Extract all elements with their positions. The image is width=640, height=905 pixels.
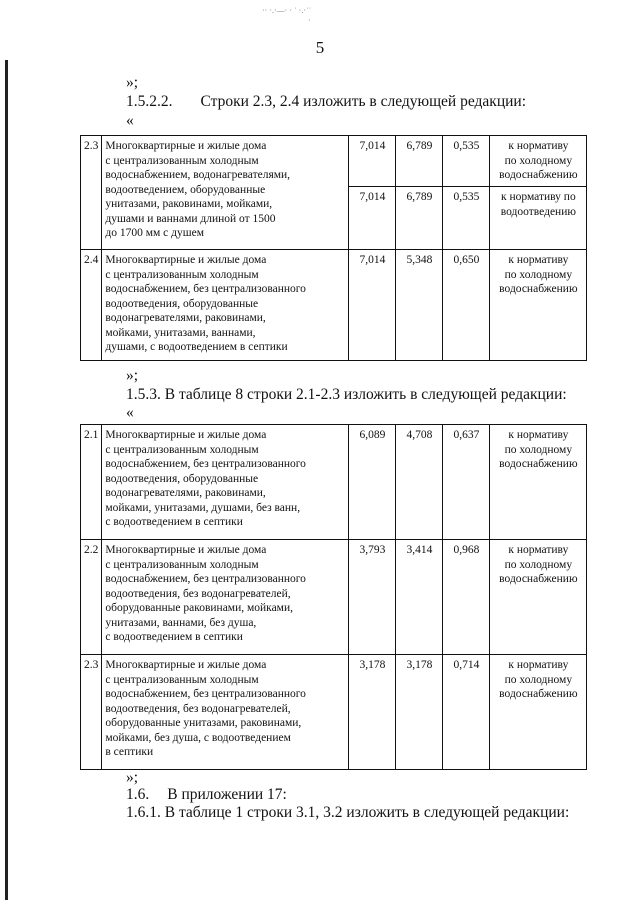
text-line: до 1700 мм с душем xyxy=(105,227,204,239)
text-line: к нормативу xyxy=(508,659,569,671)
value-cell: 7,014 xyxy=(349,187,396,250)
row-description xyxy=(102,136,349,250)
text-line: с централизованным холодным xyxy=(105,443,259,456)
quote-close: »; xyxy=(126,367,139,384)
quote-close: »; xyxy=(126,74,139,91)
text-line: с централизованным холодным xyxy=(105,673,259,686)
value-cell: 0,714 xyxy=(443,655,490,770)
table-row xyxy=(81,425,587,540)
text-line: водоотведения, оборудованные xyxy=(105,472,259,485)
text-line: к нормативу xyxy=(508,429,569,441)
text-line: с централизованным холодным xyxy=(105,154,259,167)
text-line: водоотведения, без водонагревателей, xyxy=(105,587,291,600)
table-row xyxy=(81,655,587,770)
text-line: Многоквартирные и жилые дома xyxy=(105,659,267,671)
text-line: водоснабжением, водонагревателями, xyxy=(105,169,291,181)
text-line: водоснабжению xyxy=(499,458,578,470)
basis-cell xyxy=(490,187,587,250)
text-line: унитазами, ваннами, без душа, xyxy=(105,616,257,629)
text-line: Многоквартирные и жилые дома xyxy=(105,254,267,266)
scan-noise: ·· ·.·—· · ˙ ·.·˙˙ xyxy=(262,6,312,15)
text-line: водоснабжению xyxy=(499,283,578,295)
text-line: по холодному xyxy=(504,558,573,571)
page-number: 5 xyxy=(315,38,325,57)
row-description xyxy=(102,655,349,770)
row-description xyxy=(102,250,349,361)
text-line: водоснабжению xyxy=(499,688,578,700)
row-code: 2.3 xyxy=(81,655,102,770)
table-rows-2-3-2-4 xyxy=(80,135,587,361)
value-cell: 7,014 xyxy=(349,250,396,361)
value-cell: 6,789 xyxy=(396,187,443,250)
text-line: душами и ваннами длиной от 1500 xyxy=(105,212,276,225)
text-line: оборудованные раковинами, мойками, xyxy=(105,602,293,614)
row-code: 2.3 xyxy=(81,136,102,250)
section-heading-1-5-3: 1.5.3. В таблице 8 строки 2.1-2.3 изложить в следующей редакции: xyxy=(126,386,567,403)
text-line: водоснабжением, без централизованного xyxy=(105,458,306,470)
basis-cell xyxy=(490,250,587,361)
text-line: Многоквартирные и жилые дома xyxy=(105,140,267,152)
text-line: водонагревателями, раковинами, xyxy=(105,487,266,499)
text-line: мойками, унитазами, душами, без ванн, xyxy=(105,501,301,514)
row-description xyxy=(102,540,349,655)
text-line: к нормативу xyxy=(508,140,569,152)
value-cell: 3,793 xyxy=(349,540,396,655)
value-cell: 0,535 xyxy=(443,136,490,187)
text-line: с водоотведением в септики xyxy=(105,631,243,643)
section-heading-1-5-2-2: 1.5.2.2. Строки 2.3, 2.4 изложить в следующей редакции: xyxy=(126,93,527,110)
scan-noise: · xyxy=(308,16,311,25)
row-code: 2.2 xyxy=(81,540,102,655)
value-cell: 7,014 xyxy=(349,136,396,187)
value-cell: 0,968 xyxy=(443,540,490,655)
value-cell: 0,637 xyxy=(443,425,490,540)
text-line: в септики xyxy=(105,746,154,758)
basis-cell xyxy=(490,540,587,655)
text-line: Многоквартирные и жилые дома xyxy=(105,429,267,441)
text-line: душами, с водоотведением в септики xyxy=(105,341,288,353)
text-line: оборудованные унитазами, раковинами, xyxy=(105,717,302,729)
value-cell: 6,089 xyxy=(349,425,396,540)
text-line: к нормативу xyxy=(508,254,569,266)
row-code: 2.1 xyxy=(81,425,102,540)
value-cell: 5,348 xyxy=(396,250,443,361)
quote-close: »; xyxy=(126,769,139,786)
text-line: мойками, без душа, с водоотведением xyxy=(105,731,291,744)
text-line: по холодному xyxy=(504,443,573,456)
text-line: водоотведению xyxy=(500,205,576,218)
text-line: водоснабжением, без централизованного xyxy=(105,573,306,585)
section-heading-1-6: 1.6. В приложении 17: xyxy=(126,786,287,803)
scan-margin-bar xyxy=(5,60,8,900)
value-cell: 3,178 xyxy=(396,655,443,770)
value-cell: 0,535 xyxy=(443,187,490,250)
quote-open: « xyxy=(126,404,134,421)
value-cell: 3,178 xyxy=(349,655,396,770)
text-line: мойками, унитазами, ваннами, xyxy=(105,326,256,339)
text-line: унитазами, раковинами, мойками, xyxy=(105,198,273,210)
row-description xyxy=(102,425,349,540)
text-line: с централизованным холодным xyxy=(105,558,259,571)
text-line: с водоотведением в септики xyxy=(105,516,243,528)
text-line: к нормативу xyxy=(508,544,569,556)
text-line: водоснабжением, без централизованного xyxy=(105,283,306,295)
text-line: по холодному xyxy=(504,154,573,167)
row-code: 2.4 xyxy=(81,250,102,361)
text-line: по холодному xyxy=(504,268,573,281)
text-line: по холодному xyxy=(504,673,573,686)
text-line: водонагревателями, раковинами, xyxy=(105,312,266,324)
quote-open: « xyxy=(126,112,134,129)
table-row xyxy=(81,540,587,655)
text-line: водоотведения, оборудованные xyxy=(105,297,259,310)
text-line: водоснабжению xyxy=(499,169,578,181)
basis-cell xyxy=(490,655,587,770)
text-line: водоотведения, без водонагревателей, xyxy=(105,702,291,715)
value-cell: 3,414 xyxy=(396,540,443,655)
text-line: с централизованным холодным xyxy=(105,268,259,281)
text-line: к нормативу по xyxy=(501,191,576,203)
text-line: Многоквартирные и жилые дома xyxy=(105,544,267,556)
value-cell: 4,708 xyxy=(396,425,443,540)
basis-cell xyxy=(490,425,587,540)
text-line: водоснабжением, без централизованного xyxy=(105,688,306,700)
value-cell: 0,650 xyxy=(443,250,490,361)
table-row xyxy=(81,136,587,187)
table-rows-2-1-2-3 xyxy=(80,424,587,770)
text-line: водоотведением, оборудованные xyxy=(105,183,266,196)
table-row xyxy=(81,250,587,361)
section-heading-1-6-1: 1.6.1. В таблице 1 строки 3.1, 3.2 изложить в следующей редакции: xyxy=(126,804,570,821)
basis-cell xyxy=(490,136,587,187)
text-line: водоснабжению xyxy=(499,573,578,585)
value-cell: 6,789 xyxy=(396,136,443,187)
